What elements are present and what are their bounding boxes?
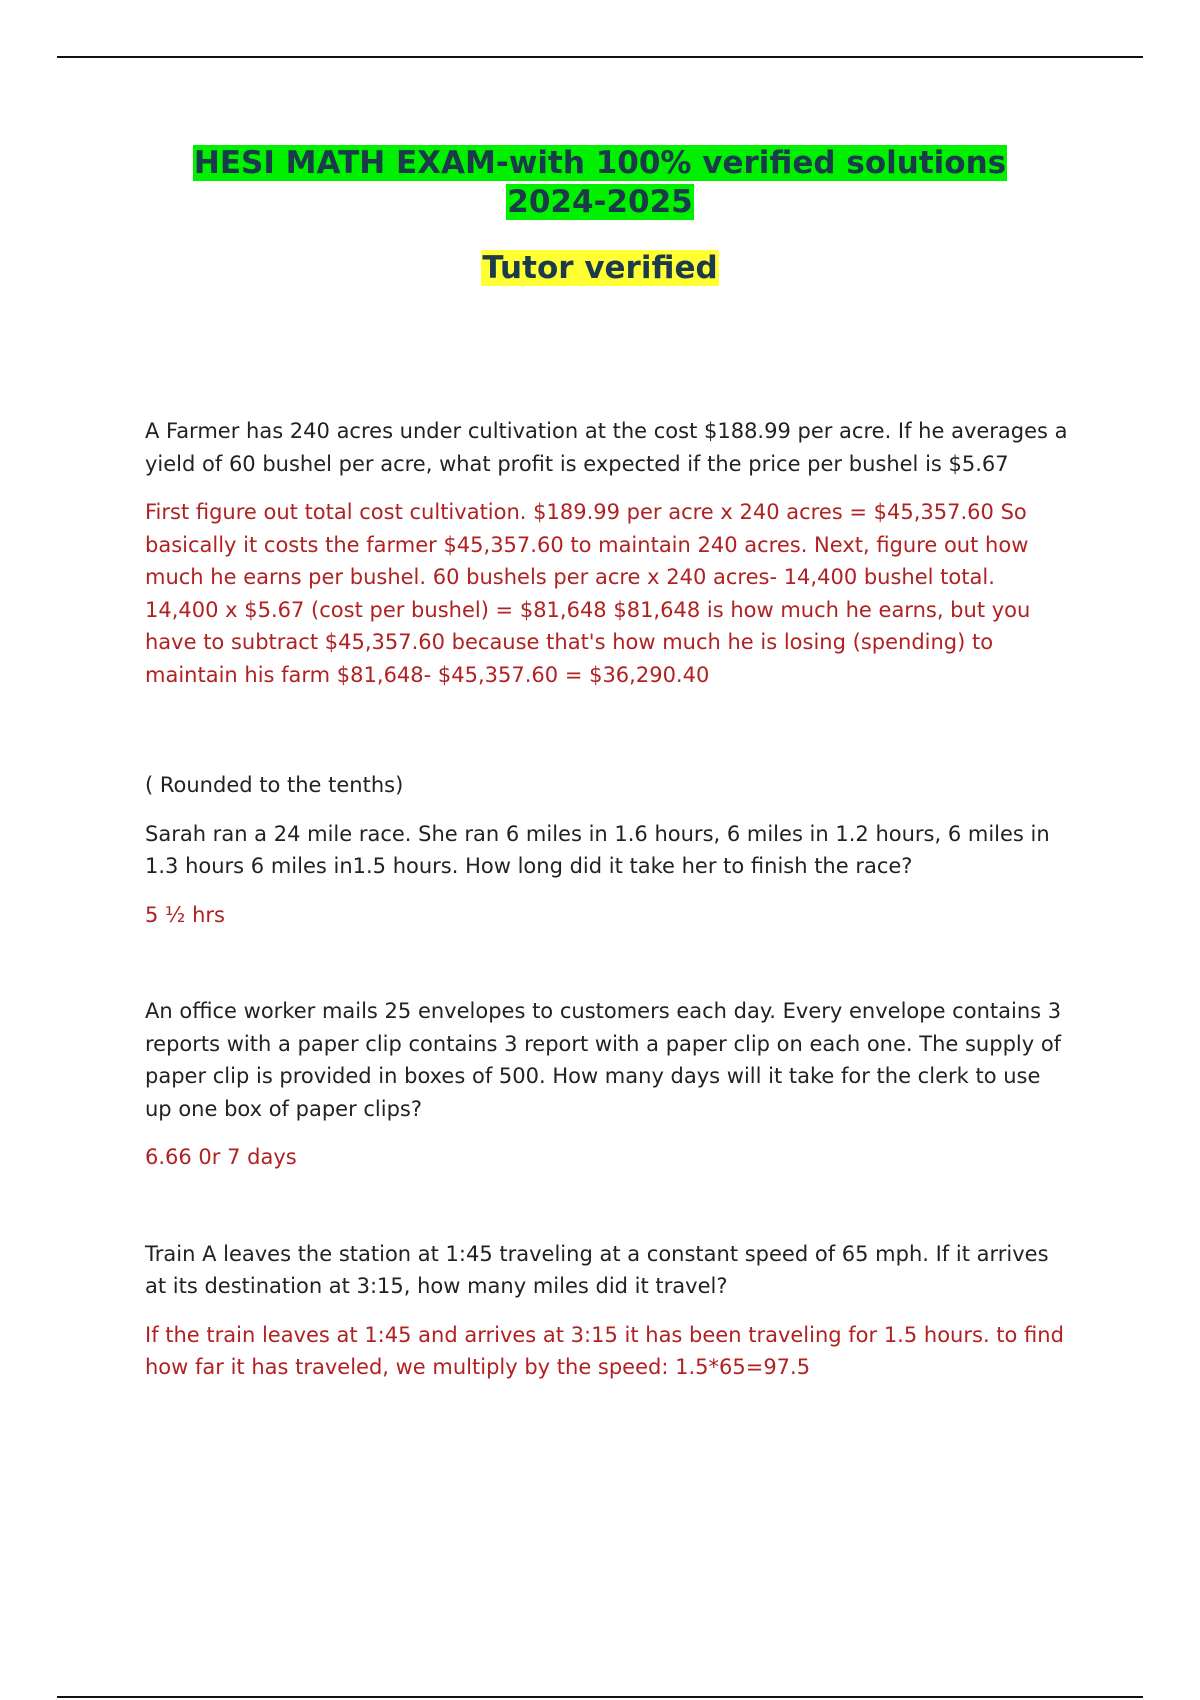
- answer-text: First figure out total cost cultivation. $189.99 per acre x 240 acres = $45,357.60 So basically it costs the farmer $45,357.60 to maintain 240 acres. Next, figure out how much he earns per bushel. 60 bushels per acre x 240 acres- 14,400 bushel total. 14,400 x $5.67 (cost per bushel) = $81,648 $81,648 is how much he earns, but you have to subtract $45,357.60 because that's how much he is losing (spending) to maintain his farm $81,648- $45,357.60 = $36,290.40: [145, 500, 1031, 687]
- question-note: ( Rounded to the tenths): [145, 773, 404, 797]
- question-block-3: [145, 995, 1070, 1174]
- answer-text: 5 ½ hrs: [145, 902, 225, 927]
- question-text: Sarah ran a 24 mile race. She ran 6 miles in 1.6 hours, 6 miles in 1.2 hours, 6 miles in 1.3 hours 6 miles in1.5 hours. How long did it take her to finish the race?: [145, 821, 1050, 878]
- question-text: Train A leaves the station at 1:45 traveling at a constant speed of 65 mph. If it arrives at its destination at 3:15, how many miles did it travel?: [145, 1241, 1049, 1298]
- subtitle-text: Tutor verified: [482, 250, 718, 286]
- question-block-4: [145, 1238, 1070, 1384]
- bottom-rule: [57, 1696, 1143, 1698]
- question-list: [145, 415, 1070, 1384]
- question-text: An office worker mails 25 envelopes to customers each day. Every envelope contains 3 reports with a paper clip contains 3 report with a paper clip on each one. The supply of paper clip is provided in boxes of 500. How many days will it take for the clerk to use up one box of paper clips?: [145, 999, 1062, 1121]
- question-block-2: [145, 769, 1070, 931]
- document-header: [0, 144, 1200, 288]
- page-subtitle: [0, 249, 1200, 288]
- page-title: [0, 144, 1200, 222]
- question-block-1: [145, 415, 1070, 691]
- answer-text: 6.66 0r 7 days: [145, 1145, 297, 1169]
- answer-text: If the train leaves at 1:45 and arrives at 3:15 it has been traveling for 1.5 hours. to find how far it has traveled, we multiply by the speed: 1.5*65=97.5: [145, 1322, 1064, 1379]
- top-rule: [57, 56, 1143, 58]
- title-line-1: HESI MATH EXAM-with 100% verified solutions: [193, 145, 1007, 181]
- title-line-2: 2024-2025: [507, 184, 693, 220]
- question-text: A Farmer has 240 acres under cultivation at the cost $188.99 per acre. If he averages a yield of 60 bushel per acre, what profit is expected if the price per bushel is $5.67: [145, 419, 1068, 476]
